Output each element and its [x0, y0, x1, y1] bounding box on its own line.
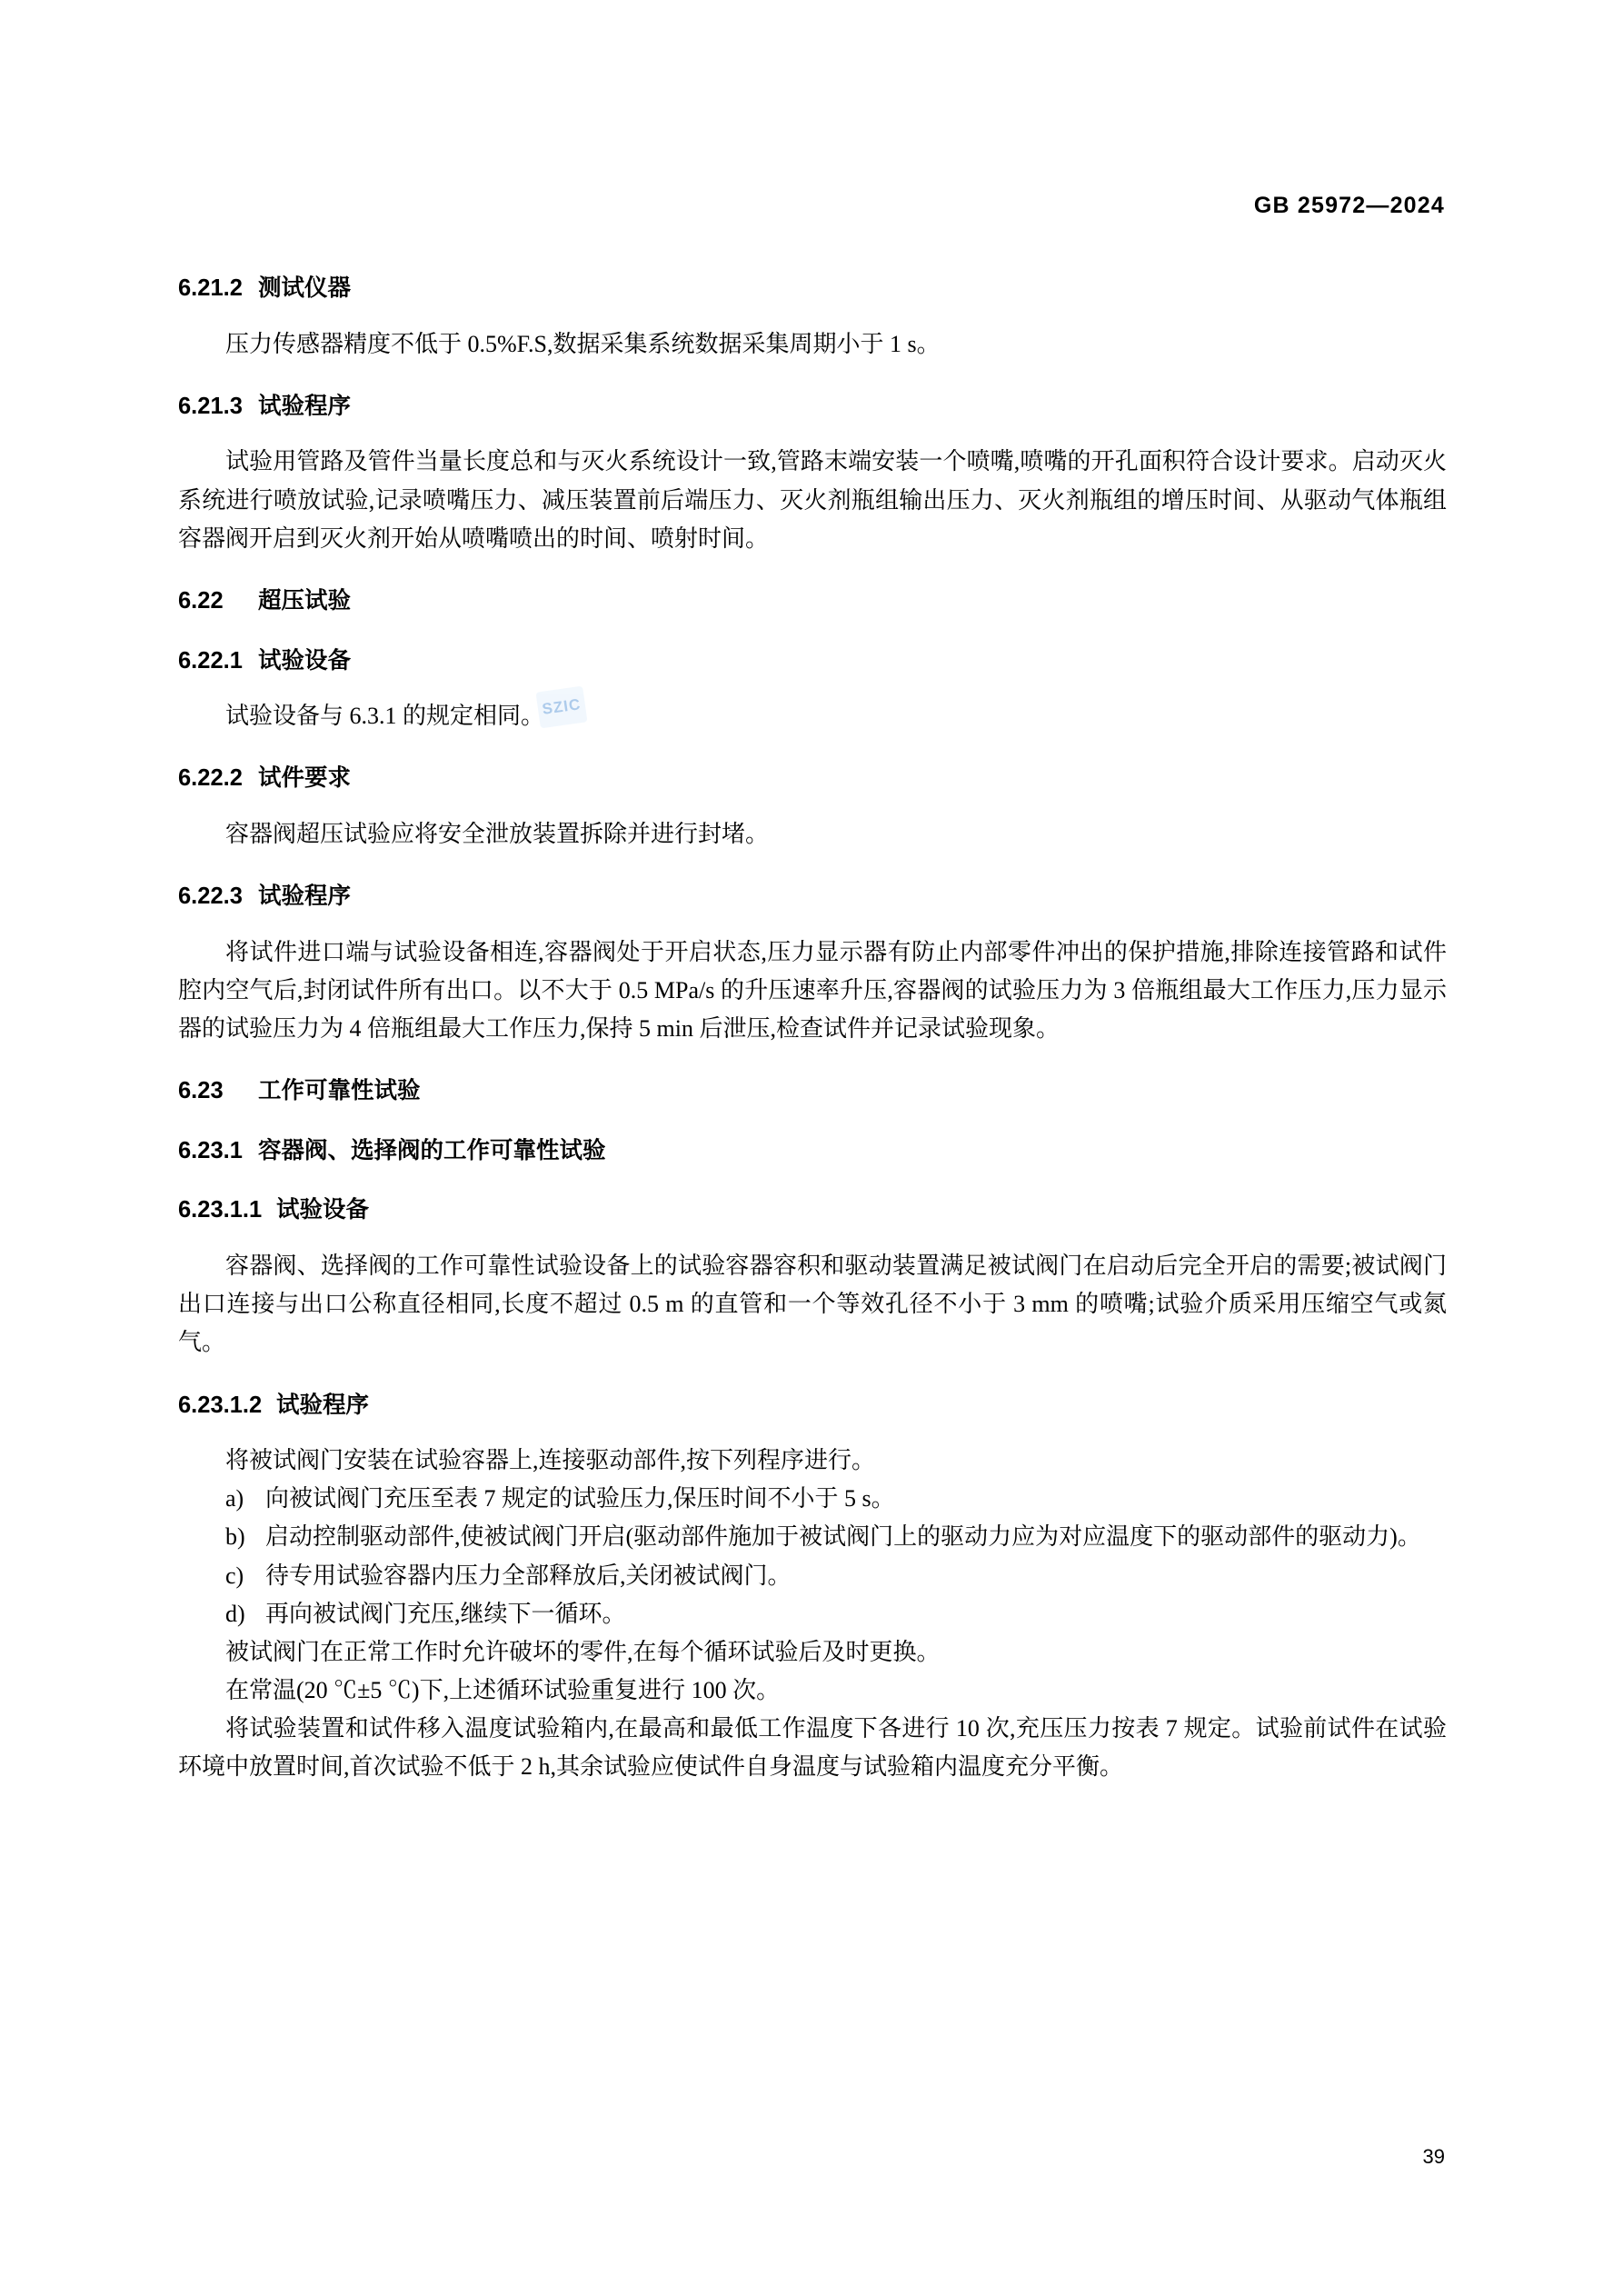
section-number: 6.21.3 [178, 393, 243, 419]
document-body [178, 273, 1447, 1786]
paragraph-6-21-2-1: 压力传感器精度不低于 0.5%F.S,数据采集系统数据采集周期小于 1 s。 [225, 330, 941, 357]
paragraph-6-23-1-2-2: 被试阀门在正常工作时允许破坏的零件,在每个循环试验后及时更换。 [225, 1638, 941, 1665]
section-heading-6-23-1-1 [178, 1194, 1447, 1227]
section-heading-6-21-2 [178, 273, 1447, 305]
paragraph-6-22-2-1: 容器阀超压试验应将安全泄放装置拆除并进行封堵。 [225, 820, 770, 847]
procedure-list [178, 1480, 1447, 1632]
section-number: 6.23.1 [178, 1137, 243, 1163]
watermark-stamp: SZIC [535, 686, 587, 729]
list-item-text: 启动控制驱动部件,使被试阀门开启(驱动部件施加于被试阀门上的驱动力应为对应温度下的驱动部件的驱动力)。 [265, 1523, 1421, 1551]
section-number: 6.21.2 [178, 275, 243, 301]
section-heading-6-22-3 [178, 881, 1447, 913]
section-heading-6-23-1-2 [178, 1390, 1447, 1423]
section-number: 6.23 [178, 1078, 224, 1104]
list-item-text: 待专用试验容器内压力全部释放后,关闭被试阀门。 [265, 1562, 792, 1589]
section-heading-6-23-1 [178, 1135, 1447, 1168]
list-item [178, 1480, 1447, 1518]
paragraph-6-23-1-2-3: 在常温(20 ℃±5 ℃)下,上述循环试验重复进行 100 次。 [225, 1676, 781, 1703]
section-title: 试验程序 [258, 393, 352, 419]
section-title: 工作可靠性试验 [258, 1078, 421, 1104]
section-number: 6.23.1.2 [178, 1392, 263, 1418]
list-item-text: 再向被试阀门充压,继续下一循环。 [265, 1600, 626, 1627]
section-title: 试验程序 [276, 1392, 370, 1418]
section-title: 容器阀、选择阀的工作可靠性试验 [258, 1137, 606, 1163]
list-item-marker: d) [225, 1600, 245, 1627]
paragraph-6-22-1-1: 试验设备与 6.3.1 的规定相同。 [225, 703, 545, 730]
page-number: 39 [1422, 2145, 1445, 2168]
list-item [178, 1595, 1447, 1633]
list-item-marker: c) [225, 1562, 244, 1589]
paragraph-6-22-3-1: 将试件进口端与试验设备相连,容器阀处于开启状态,压力显示器有防止内部零件冲出的保护措施,排除连接管路和试件腔内空气后,封闭试件所有出口。以不大于 0.5 MPa/s 的升压速率升压,容器阀的试验压力为 3 倍瓶组最大工作压力,压力显示器的试验压力为 4 倍瓶组最大工作压力,保持 5 min 后泄压,检查试件并记录试验现象。 [178, 938, 1447, 1042]
section-number: 6.22.2 [178, 765, 243, 792]
section-heading-6-23 [178, 1075, 1447, 1108]
section-number: 6.22.1 [178, 647, 243, 674]
section-title: 试验设备 [276, 1197, 370, 1223]
list-item-marker: b) [225, 1523, 245, 1551]
list-item [178, 1557, 1447, 1595]
section-heading-6-22 [178, 585, 1447, 618]
section-heading-6-22-2 [178, 763, 1447, 795]
page-header-standard-code: GB 25972—2024 [1253, 193, 1445, 218]
section-title: 测试仪器 [258, 275, 352, 301]
section-heading-6-22-1 [178, 645, 1447, 678]
paragraph-6-23-1-2-1: 将被试阀门安装在试验容器上,连接驱动部件,按下列程序进行。 [225, 1447, 876, 1474]
paragraph-6-23-1-1-1: 容器阀、选择阀的工作可靠性试验设备上的试验容器容积和驱动装置满足被试阀门在启动后完全开启的需要;被试阀门出口连接与出口公称直径相同,长度不超过 0.5 m 的直管和一个等效孔径不小于 3 mm 的喷嘴;试验介质采用压缩空气或氮气。 [178, 1253, 1447, 1356]
section-heading-6-21-3 [178, 391, 1447, 424]
section-number: 6.22 [178, 587, 224, 614]
section-number: 6.23.1.1 [178, 1197, 263, 1223]
section-title: 试验程序 [258, 883, 352, 910]
list-item-marker: a) [225, 1485, 244, 1512]
section-title: 超压试验 [258, 587, 352, 614]
list-item-text: 向被试阀门充压至表 7 规定的试验压力,保压时间不小于 5 s。 [265, 1485, 895, 1512]
section-title: 试件要求 [258, 765, 352, 792]
paragraph-6-23-1-2-4: 将试验装置和试件移入温度试验箱内,在最高和最低工作温度下各进行 10 次,充压压力按表 7 规定。试验前试件在试验环境中放置时间,首次试验不低于 2 h,其余试验应使试件自身温度与试验箱内温度充分平衡。 [178, 1714, 1447, 1781]
paragraph-6-21-3-1: 试验用管路及管件当量长度总和与灭火系统设计一致,管路末端安装一个喷嘴,喷嘴的开孔面积符合设计要求。启动灭火系统进行喷放试验,记录喷嘴压力、减压装置前后端压力、灭火剂瓶组输出压力、灭火剂瓶组的增压时间、从驱动气体瓶组容器阀开启到灭火剂开始从喷嘴喷出的时间、喷射时间。 [178, 448, 1447, 552]
section-number: 6.22.3 [178, 883, 243, 910]
section-title: 试验设备 [258, 647, 352, 674]
list-item [178, 1518, 1447, 1556]
